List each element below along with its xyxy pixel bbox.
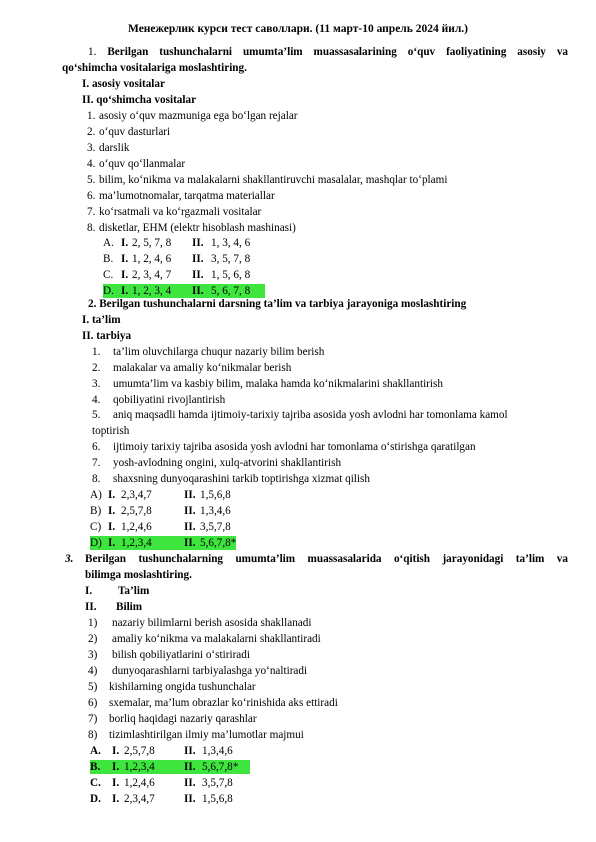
question-3-option-letter: A. — [90, 745, 101, 757]
question-2-option-letter: C) — [90, 521, 102, 533]
question-2-item-text: ijtimoiy tarixiy tajriba asosida yosh avlodni har tomonlama o‘stirishga qaratilgan — [113, 441, 476, 453]
question-3-option-group-2-values: 1,5,6,8 — [202, 793, 233, 805]
question-1-option-group-1-label: I. — [121, 253, 129, 265]
question-1-group-2: II. qo‘shimcha vositalar — [82, 94, 197, 106]
question-3-option-group-1-values: 1,2,3,4 — [124, 761, 155, 773]
question-3-item-text: sxemalar, ma’lum obrazlar ko‘rinishida aks ettiradi — [109, 697, 338, 709]
question-2-option-group-2-values: 1,3,4,6 — [200, 505, 231, 517]
question-2-group-2: II. tarbiya — [82, 330, 132, 342]
question-2-option-group-1-label: I. — [108, 537, 116, 549]
question-3-option-letter: B. — [90, 761, 101, 773]
question-3-option-a — [90, 744, 240, 758]
question-1-item-number: 8. — [87, 222, 96, 234]
question-3-item-number: 7) — [88, 713, 98, 725]
question-3-option-group-1-label: I. — [112, 761, 120, 773]
question-3-option-group-1-values: 2,5,7,8 — [124, 745, 155, 757]
question-2-option-group-1-values: 1,2,3,4 — [121, 537, 152, 549]
question-1-option-group-2-values: 1, 5, 6, 8 — [211, 269, 251, 281]
question-2-item-text: ta’lim oluvchilarga chuqur nazariy bilim berish — [113, 346, 325, 358]
question-2-option-group-2-values: 3,5,7,8 — [200, 521, 231, 533]
question-3-item-number: 8) — [88, 729, 98, 741]
question-1-option-a — [103, 236, 263, 250]
question-3-number: 3. — [65, 553, 74, 565]
question-3-group-1-num: I. — [85, 585, 93, 597]
question-2-item-text: aniq maqsadli hamda ijtimoiy-tarixiy tajriba asosida yosh avlodni har tomonlama kamol — [113, 409, 508, 421]
question-1-option-letter: C. — [103, 269, 114, 281]
question-2-item-number: 6. — [92, 441, 101, 453]
question-3-item-text: bilish qobiliyatlarini o‘stiriradi — [112, 649, 250, 661]
question-1-item-number: 7. — [87, 206, 96, 218]
question-1-title — [88, 45, 568, 59]
question-1-item-number: 1. — [87, 110, 96, 122]
question-2-item-number: 1. — [92, 346, 101, 358]
question-3-option-group-1-values: 2,3,4,7 — [124, 793, 155, 805]
question-2-item-text: yosh-avlodning ongini, xulq-atvorini shakllantirish — [113, 457, 342, 469]
question-1-option-letter: D. — [103, 285, 114, 297]
question-3-option-group-1-values: 1,2,4,6 — [124, 777, 155, 789]
question-3-option-group-2-values: 5,6,7,8* — [202, 761, 239, 773]
question-3-option-group-2-values: 1,3,4,6 — [202, 745, 233, 757]
question-1-option-group-2-values: 3, 5, 7, 8 — [211, 253, 251, 265]
question-1-option-b — [103, 252, 263, 266]
question-2-option-group-2-values: 1,5,6,8 — [200, 489, 231, 501]
question-3-item-text: dunyoqarashlarni tarbiyalashga yo‘naltiradi — [112, 665, 308, 677]
question-3-item-number: 4) — [88, 665, 98, 677]
question-3-group-2-num: II. — [85, 601, 97, 613]
question-1-item-text: o‘quv dasturlari — [99, 126, 171, 138]
question-3-option-letter: D. — [90, 793, 101, 805]
page-header: Менежерлик курси тест саволлари. (11 март-10 апрель 2024 йил.) — [128, 23, 468, 35]
question-3-item-text: nazariy bilimlarni berish asosida shakllanadi — [112, 617, 312, 629]
question-1-item-text: bilim, ko‘nikma va malakalarni shakllantiruvchi masalalar, mashqlar to‘plami — [99, 174, 448, 186]
question-1-option-group-1-label: I. — [121, 269, 129, 281]
question-1-option-letter: B. — [103, 253, 114, 265]
question-3-title-line1: Berilgan tushunchalarning umumta’lim muassasalarida o‘qitish jarayonidagi ta’lim va — [85, 553, 568, 565]
question-2-option-group-2-label: II. — [184, 521, 196, 533]
question-2-option-group-1-label: I. — [108, 521, 116, 533]
question-1-item-text: ma’lumotnomalar, tarqatma materiallar — [99, 190, 275, 202]
question-1-option-group-2-values: 1, 3, 4, 6 — [211, 237, 251, 249]
question-2-option-b — [90, 504, 240, 518]
question-2-option-d — [90, 536, 236, 550]
question-2-option-group-2-values: 5,6,7,8* — [200, 537, 237, 549]
question-1-option-group-1-label: I. — [121, 237, 129, 249]
question-3-option-c — [90, 776, 240, 790]
question-1-option-group-2-label: II. — [192, 285, 204, 297]
question-3-option-d — [90, 792, 240, 806]
question-3-option-group-2-label: II. — [184, 745, 196, 757]
question-2-option-group-1-values: 2,5,7,8 — [121, 505, 152, 517]
question-2-item-number: 7. — [92, 457, 101, 469]
question-1-option-group-2-label: II. — [192, 253, 204, 265]
question-3-option-group-1-label: I. — [112, 777, 120, 789]
question-3-option-group-2-values: 3,5,7,8 — [202, 777, 233, 789]
question-1-option-group-1-values: 1, 2, 3, 4 — [132, 285, 172, 297]
question-2-item-5-continuation: toptirish — [92, 425, 130, 437]
question-1-item-text: o‘quv qo‘llanmalar — [99, 158, 186, 170]
question-1-option-d — [103, 284, 265, 298]
question-2-item-number: 8. — [92, 473, 101, 485]
question-1-item-text: darslik — [99, 142, 130, 154]
question-1-item-text: asosiy o‘quv mazmuniga ega bo‘lgan rejalar — [99, 110, 298, 122]
question-2-item-number: 3. — [92, 378, 101, 390]
question-3-option-group-2-label: II. — [184, 793, 196, 805]
question-1-item-number: 5. — [87, 174, 96, 186]
question-2-option-group-2-label: II. — [184, 505, 196, 517]
question-1-item-number: 4. — [87, 158, 96, 170]
question-3-item-number: 2) — [88, 633, 98, 645]
question-1-number: 1. — [88, 46, 97, 58]
question-3-group-2: Bilim — [116, 601, 143, 613]
question-2-option-group-1-label: I. — [108, 489, 116, 501]
question-3-option-b — [90, 760, 250, 774]
question-2-item-text: shaxsning dunyoqarashini tarkib toptirishga xizmat qilish — [113, 473, 370, 485]
question-3-option-group-1-label: I. — [112, 793, 120, 805]
question-2-option-group-1-values: 2,3,4,7 — [121, 489, 152, 501]
question-2-option-group-2-label: II. — [184, 489, 196, 501]
question-1-item-number: 2. — [87, 126, 96, 138]
question-1-title-line2: qo‘shimcha vositalariga moslashtiring. — [62, 62, 247, 74]
question-1-option-group-1-values: 2, 3, 4, 7 — [132, 269, 172, 281]
question-2-option-group-2-label: II. — [184, 537, 196, 549]
question-2-item-number: 4. — [92, 394, 101, 406]
question-3-group-1: Ta’lim — [118, 585, 150, 597]
question-2-option-letter: D) — [90, 537, 102, 549]
question-1-item-text: ko‘rsatmali va ko‘rgazmali vositalar — [99, 206, 262, 218]
question-2-item-text: qobiliyatini rivojlantirish — [113, 394, 226, 406]
question-3-title-line2: bilimga moslashtiring. — [85, 569, 192, 581]
question-1-option-group-1-values: 1, 2, 4, 6 — [132, 253, 172, 265]
question-1-item-number: 3. — [87, 142, 96, 154]
question-3-item-number: 1) — [88, 617, 98, 629]
question-1-option-c — [103, 268, 263, 282]
question-2-group-1: I. ta’lim — [82, 314, 121, 326]
question-3-item-number: 3) — [88, 649, 98, 661]
question-1-item-text: disketlar, EHM (elektr hisoblash mashinasi) — [99, 222, 296, 234]
question-2-item-number: 2. — [92, 362, 101, 374]
question-1-option-group-2-label: II. — [192, 237, 204, 249]
question-3-item-number: 6) — [88, 697, 98, 709]
question-1-option-group-2-values: 5, 6, 7, 8 — [211, 285, 251, 297]
question-2-option-group-1-values: 1,2,4,6 — [121, 521, 152, 533]
question-1-title-line1: Berilgan tushunchalarni umumta’lim muassasalarining o‘quv faoliyatining asosiy va — [107, 46, 569, 58]
question-1-group-1: I. asosiy vositalar — [82, 78, 165, 90]
question-2-option-letter: A) — [90, 489, 102, 501]
question-3-option-group-1-label: I. — [112, 745, 120, 757]
question-2-option-letter: B) — [90, 505, 102, 517]
question-3-option-group-2-label: II. — [184, 777, 196, 789]
question-1-item-number: 6. — [87, 190, 96, 202]
question-2-item-text: malakalar va amaliy ko‘nikmalar berish — [113, 362, 292, 374]
question-2-item-text: umumta’lim va kasbiy bilim, malaka hamda ko‘nikmalarini shakllantirish — [113, 378, 443, 390]
question-2-item-number: 5. — [92, 409, 101, 421]
question-1-option-letter: A. — [103, 237, 114, 249]
question-1-option-group-1-values: 2, 5, 7, 8 — [132, 237, 172, 249]
question-2-option-c — [90, 520, 240, 534]
question-3-option-group-2-label: II. — [184, 761, 196, 773]
question-3-item-text: tizimlashtirilgan ilmiy ma’lumotlar majmui — [109, 729, 304, 741]
question-3-item-text: amaliy ko‘nikma va malakalarni shakllantiradi — [112, 633, 321, 645]
question-3-item-number: 5) — [88, 681, 98, 693]
question-1-option-group-2-label: II. — [192, 269, 204, 281]
question-2-option-a — [90, 488, 240, 502]
question-3-option-letter: C. — [90, 777, 101, 789]
question-3-item-text: kishilarning ongida tushunchalar — [109, 681, 256, 693]
question-2-title: 2. Berilgan tushunchalarni darsning ta’lim va tarbiya jarayoniga moslashtiring — [88, 298, 467, 310]
question-1-option-group-1-label: I. — [121, 285, 129, 297]
question-3-item-text: borliq haqidagi nazariy qarashlar — [109, 713, 257, 725]
question-2-option-group-1-label: I. — [108, 505, 116, 517]
